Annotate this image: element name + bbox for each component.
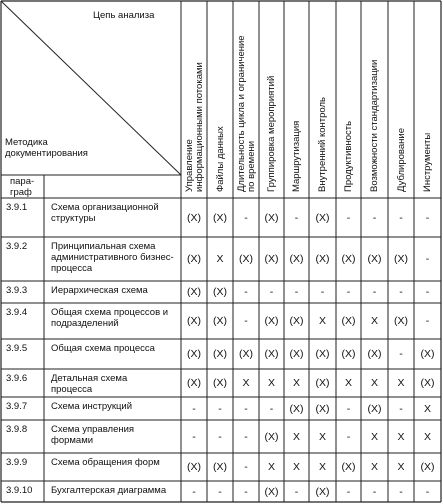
cell-mark: - xyxy=(320,286,325,298)
cell-mark: - xyxy=(425,211,430,224)
cell-mark: (X) xyxy=(264,485,279,498)
cell-mark: (X) xyxy=(341,315,356,327)
cell-mark: (X) xyxy=(213,315,227,327)
row-name: Бухгалтерская диаграмма xyxy=(51,485,167,496)
cell-mark: (X) xyxy=(213,461,227,473)
row-name: формами xyxy=(51,435,94,446)
cell-mark: X xyxy=(292,461,300,473)
paragraph-number: 3.9.6 xyxy=(6,373,28,384)
cell-mark: (X) xyxy=(187,211,201,224)
cell-mark: - xyxy=(269,402,274,415)
cell-mark: (X) xyxy=(187,315,201,327)
chain-label: Цепь анализа xyxy=(93,10,155,21)
column-header-label: Маршрутизация xyxy=(291,120,303,192)
cell-mark: (X) xyxy=(213,211,227,224)
paragraph-number: 3.9.1 xyxy=(6,202,28,213)
cell-mark: - xyxy=(192,430,196,443)
cell-mark: X xyxy=(397,461,405,473)
cell-mark: - xyxy=(425,315,430,327)
cell-mark: (X) xyxy=(187,348,201,360)
cell-mark: - xyxy=(218,430,222,443)
cell-mark: (X) xyxy=(239,253,253,265)
paragraph-number: 3.9.5 xyxy=(6,343,28,354)
cell-mark: - xyxy=(294,211,299,224)
column-header-label: по времени xyxy=(246,140,257,192)
cell-mark: - xyxy=(372,485,377,498)
cell-mark: X xyxy=(370,315,378,327)
cell-mark: (X) xyxy=(367,253,382,265)
cell-mark: - xyxy=(372,286,377,298)
cell-mark: - xyxy=(244,461,248,473)
cell-mark: (X) xyxy=(264,253,279,265)
cell-mark: (X) xyxy=(264,430,279,443)
cell-mark: - xyxy=(244,315,248,327)
cell-mark: X xyxy=(318,430,326,443)
row-name: процесса xyxy=(51,263,93,274)
row-name: Схема управления xyxy=(51,424,135,435)
cell-mark: (X) xyxy=(289,253,304,265)
cell-mark: - xyxy=(425,253,430,265)
row-name: Принципиальная схема xyxy=(51,241,156,252)
cell-mark: - xyxy=(192,485,196,498)
cell-mark: (X) xyxy=(187,286,201,298)
cell-mark: X xyxy=(318,315,326,327)
cell-mark: (X) xyxy=(420,377,435,389)
cell-mark: - xyxy=(425,485,430,498)
cell-mark: (X) xyxy=(187,377,201,389)
cell-mark: X xyxy=(370,461,378,473)
column-header-label: информационными потоками xyxy=(194,62,205,192)
cell-mark: (X) xyxy=(341,348,356,360)
row-name: Общая схема процесса xyxy=(51,343,155,354)
column-header-label: Продуктивность xyxy=(343,120,355,192)
cell-mark: (X) xyxy=(289,348,304,360)
row-name: Общая схема процессов и xyxy=(51,307,169,318)
cell-mark: - xyxy=(192,402,196,415)
cell-mark: (X) xyxy=(315,402,330,415)
cell-mark: - xyxy=(399,286,403,298)
cell-mark: (X) xyxy=(264,315,279,327)
row-name: Схема организационной xyxy=(51,202,159,213)
cell-mark: X xyxy=(370,377,378,389)
cell-mark: X xyxy=(267,461,275,473)
cell-mark: - xyxy=(294,485,299,498)
cell-mark: X xyxy=(242,377,250,389)
cell-mark: - xyxy=(244,485,248,498)
cell-mark: - xyxy=(372,211,377,224)
cell-mark: X xyxy=(397,377,405,389)
method-label: документирования xyxy=(5,148,88,159)
cell-mark: (X) xyxy=(420,461,435,473)
column-header-label: Группировка мероприятий xyxy=(266,75,278,192)
cell-mark: - xyxy=(218,485,222,498)
column-header-label: Внутренний контроль xyxy=(317,97,329,192)
paragraph-label: граф xyxy=(10,187,32,198)
row-name: подразделений xyxy=(51,318,119,329)
cell-mark: X xyxy=(423,430,431,443)
cell-mark: (X) xyxy=(341,461,356,473)
cell-mark: - xyxy=(399,348,403,360)
cell-mark: (X) xyxy=(341,253,356,265)
cell-mark: X xyxy=(397,430,405,443)
cell-mark: - xyxy=(218,402,222,415)
cell-mark: - xyxy=(346,485,351,498)
cell-mark: (X) xyxy=(315,348,330,360)
column-header-label: Возможности стандартизации xyxy=(369,59,381,192)
row-name: структуры xyxy=(51,213,96,224)
cell-mark: X xyxy=(292,430,300,443)
cell-mark: - xyxy=(425,286,430,298)
cell-mark: - xyxy=(346,286,351,298)
paragraph-number: 3.9.9 xyxy=(6,457,28,468)
cell-mark: (X) xyxy=(289,402,304,415)
cell-mark: (X) xyxy=(315,253,330,265)
paragraph-number: 3.9.8 xyxy=(6,424,28,435)
cell-mark: (X) xyxy=(367,348,382,360)
cell-mark: X xyxy=(344,377,352,389)
cell-mark: - xyxy=(346,211,351,224)
row-name: Схема обращения форм xyxy=(51,457,160,468)
cell-mark: - xyxy=(269,286,274,298)
paragraph-number: 3.9.4 xyxy=(6,307,28,318)
column-header-label: Управление xyxy=(183,139,195,192)
paragraph-number: 3.9.3 xyxy=(6,285,28,296)
method-label: Методика xyxy=(5,137,48,148)
row-name: процесса xyxy=(51,384,93,395)
cell-mark: - xyxy=(399,211,403,224)
row-name: Иерархическая схема xyxy=(51,285,148,296)
cell-mark: (X) xyxy=(367,402,382,415)
row-name: административного бизнес- xyxy=(51,252,174,263)
paragraph-number: 3.9.7 xyxy=(6,401,28,412)
cell-mark: - xyxy=(399,485,403,498)
cell-mark: (X) xyxy=(289,315,304,327)
cell-mark: X xyxy=(370,430,378,443)
cell-mark: X xyxy=(292,377,300,389)
cell-mark: (X) xyxy=(394,315,408,327)
paragraph-number: 3.9.10 xyxy=(6,485,33,496)
cell-mark: (X) xyxy=(187,253,201,265)
cell-mark: (X) xyxy=(420,348,435,360)
cell-mark: - xyxy=(399,402,403,415)
cell-mark: - xyxy=(346,430,351,443)
cell-mark: (X) xyxy=(264,211,279,224)
column-header-label: Длительность цикла и ограничение xyxy=(235,35,247,192)
cell-mark: - xyxy=(244,211,248,224)
cell-mark: (X) xyxy=(315,377,330,389)
paragraph-label: пара- xyxy=(10,176,35,187)
cell-mark: X xyxy=(267,377,275,389)
cell-mark: - xyxy=(244,402,248,415)
cell-mark: - xyxy=(346,402,351,415)
cell-mark: (X) xyxy=(239,348,253,360)
cell-mark: X xyxy=(318,461,326,473)
cell-mark: - xyxy=(244,430,248,443)
cell-mark: (X) xyxy=(394,253,408,265)
column-header-label: Дублирование xyxy=(395,128,407,192)
paragraph-number: 3.9.2 xyxy=(6,241,28,252)
column-header-label: Инструменты xyxy=(422,132,434,192)
cell-mark: (X) xyxy=(315,211,330,224)
cell-mark: (X) xyxy=(213,286,227,298)
cell-mark: X xyxy=(423,402,431,415)
column-header-label: Файлы данных xyxy=(214,126,226,192)
cell-mark: (X) xyxy=(213,377,227,389)
cell-mark: - xyxy=(244,286,248,298)
row-name: Схема инструкций xyxy=(51,401,133,412)
cell-mark: (X) xyxy=(315,485,330,498)
cell-mark: - xyxy=(294,286,299,298)
cell-mark: (X) xyxy=(264,348,279,360)
cell-mark: (X) xyxy=(213,348,227,360)
row-name: Детальная схема xyxy=(51,373,128,384)
cell-mark: X xyxy=(216,253,224,265)
cell-mark: (X) xyxy=(187,461,201,473)
